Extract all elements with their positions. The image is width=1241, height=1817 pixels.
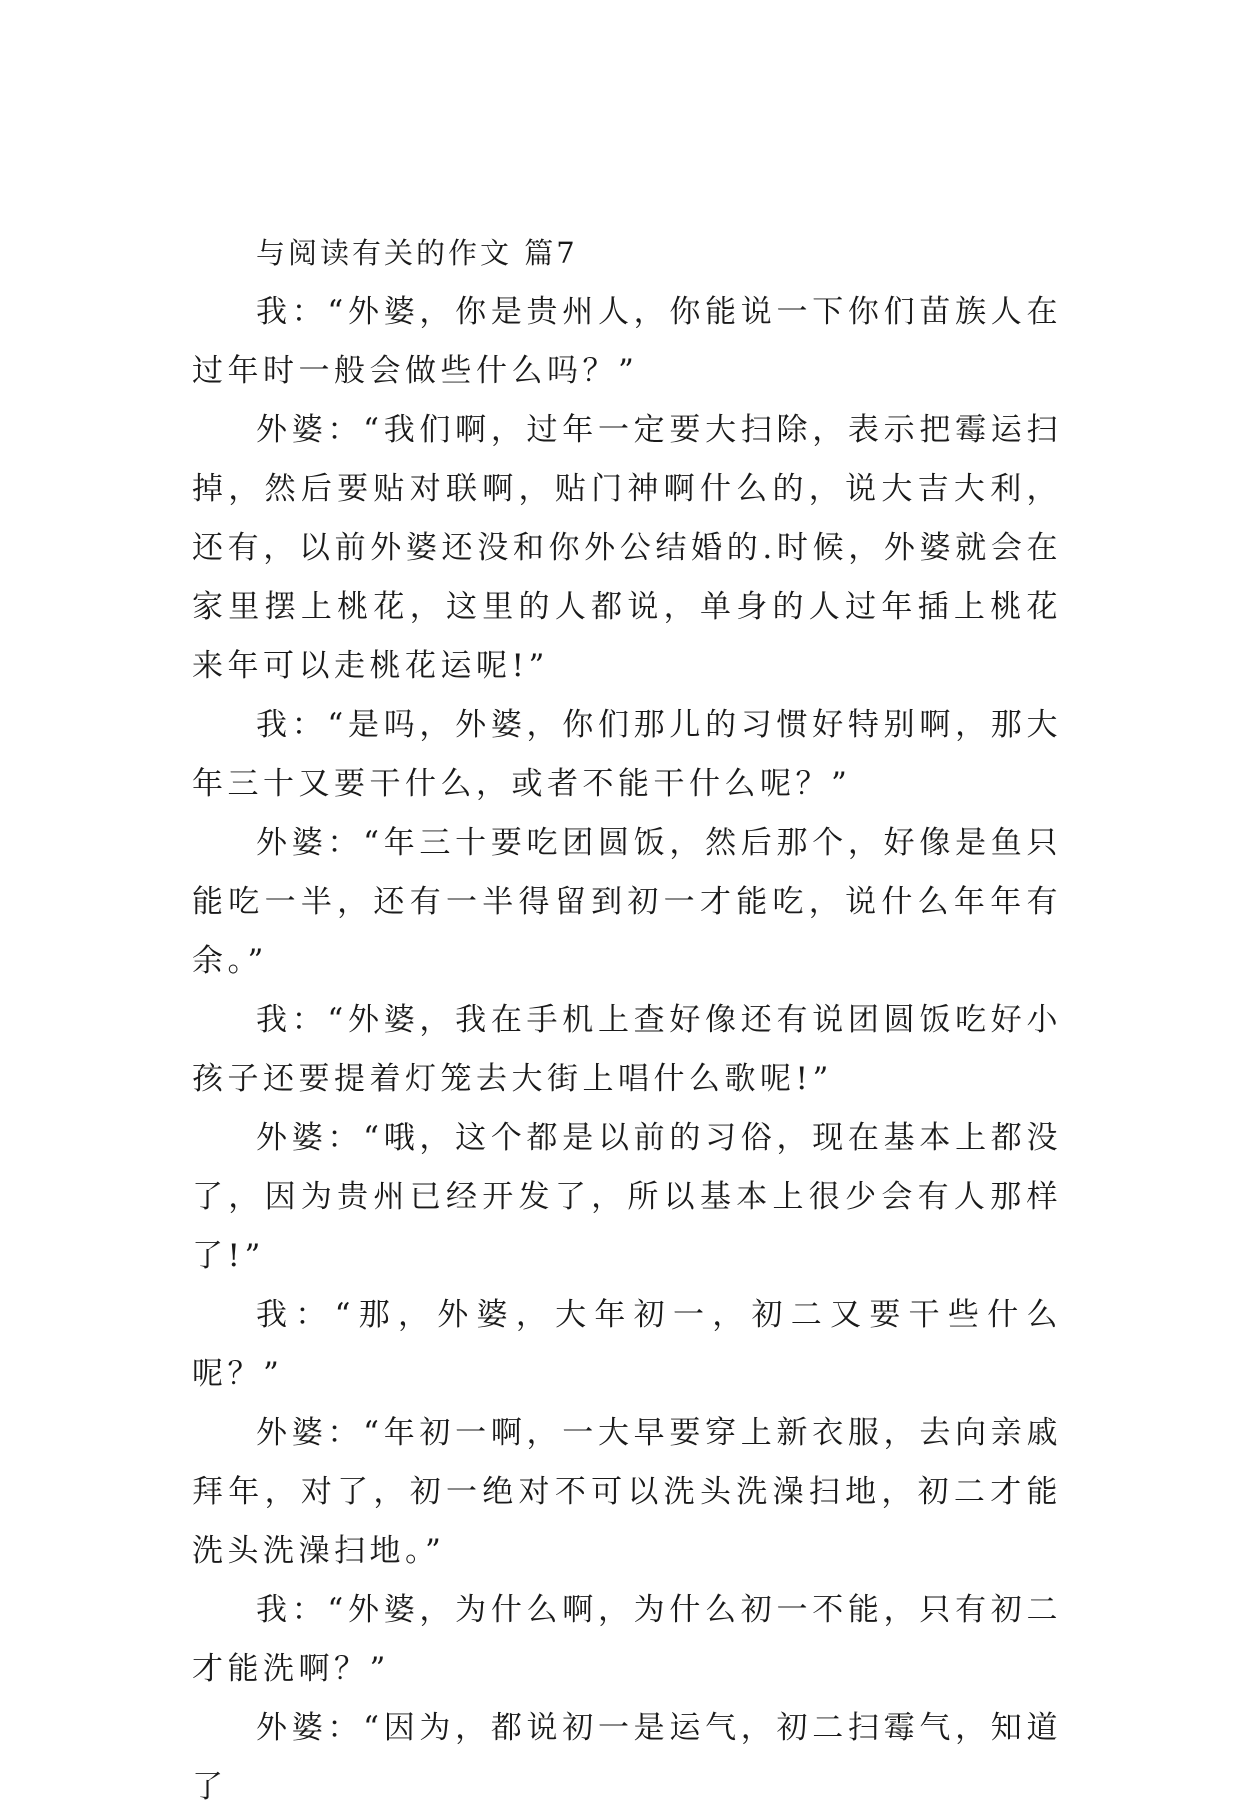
dialogue-paragraph-6: 外婆：“哦，这个都是以前的习俗，现在基本上都没了，因为贵州已经开发了，所以基本上很少会有人那样了!” xyxy=(192,1120,1062,1274)
dialogue-paragraph-9: 我：“外婆，为什么啊，为什么初一不能，只有初二才能洗啊？” xyxy=(192,1592,1062,1687)
essay-title: 与阅读有关的作文 篇7 xyxy=(256,236,578,270)
dialogue-paragraph-2: 外婆：“我们啊，过年一定要大扫除，表示把霉运扫掉，然后要贴对联啊，贴门神啊什么的，说大吉大利，还有，以前外婆还没和你外公结婚的.时候，外婆就会在家里摆上桃花，这里的人都说，单身的人过年插上桃花来年可以走桃花运呢!” xyxy=(192,412,1062,684)
dialogue-paragraph-3: 我：“是吗，外婆，你们那儿的习惯好特别啊，那大年三十又要干什么，或者不能干什么呢？” xyxy=(192,707,1062,802)
document-body xyxy=(192,224,1062,1817)
dialogue-paragraph-5: 我：“外婆，我在手机上查好像还有说团圆饭吃好小孩子还要提着灯笼去大街上唱什么歌呢!” xyxy=(192,1002,1062,1097)
dialogue-paragraph-4: 外婆：“年三十要吃团圆饭，然后那个，好像是鱼只能吃一半，还有一半得留到初一才能吃，说什么年年有余。” xyxy=(192,825,1062,979)
dialogue-paragraph-10: 外婆：“因为，都说初一是运气，初二扫霉气，知道了 xyxy=(192,1710,1062,1805)
dialogue-paragraph-1: 我：“外婆，你是贵州人，你能说一下你们苗族人在过年时一般会做些什么吗？” xyxy=(192,294,1062,389)
dialogue-paragraph-7: 我：“那，外婆，大年初一，初二又要干些什么呢？” xyxy=(192,1297,1062,1392)
dialogue-paragraph-8: 外婆：“年初一啊，一大早要穿上新衣服，去向亲戚拜年，对了，初一绝对不可以洗头洗澡扫地，初二才能洗头洗澡扫地。” xyxy=(192,1415,1062,1569)
